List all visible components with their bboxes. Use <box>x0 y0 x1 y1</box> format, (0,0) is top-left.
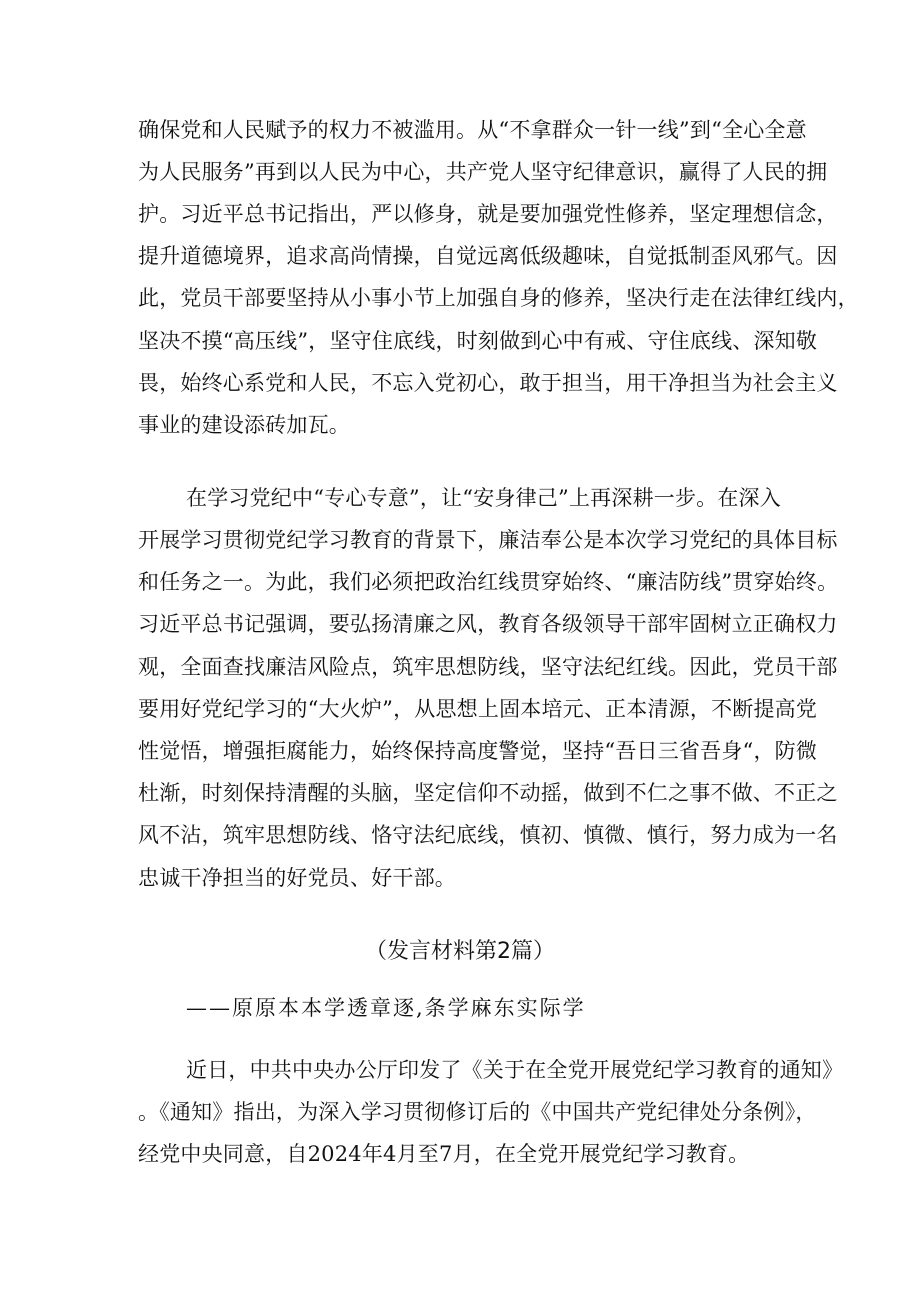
text-line: 开展学习贯彻党纪学习教育的背景下，廉洁奉公是本次学习党纪的具体目标 <box>138 528 838 552</box>
text-line: 性觉悟，增强拒腐能力，始终保持高度警觉，坚持“吾日三省吾身“，防微 <box>138 739 818 763</box>
section-title: （发言材料第2篇） <box>365 939 555 964</box>
text-line: 护。习近平总书记指出，严以修身，就是要加强党性修养，坚定理想信念， <box>138 202 838 226</box>
text-line: 坚决不摸“高压线”，坚守住底线，时刻做到心中有戒、守住底线、深知敬 <box>138 329 818 353</box>
text-line: 要用好党纪学习的“大火炉”，从思想上固本培元、正本清源，不断提高党 <box>138 697 818 721</box>
text-line: 经党中央同意，自2024年4月至7月，在全党开展党纪学习教育。 <box>138 1142 750 1166</box>
text-line: 畏，始终心系党和人民，不忘入党初心，敢于担当，用干净担当为社会主义 <box>138 371 838 395</box>
text-line: 此，党员干部要坚持从小事小节上加强自身的修养，坚决行走在法律红线内， <box>138 286 859 310</box>
text-line: 习近平总书记强调，要弘扬清廉之风，教育各级领导干部牢固树立正确权力 <box>138 612 838 636</box>
text-line: 观，全面查找廉洁风险点，筑牢思想防线，坚守法纪红线。因此，党员干部 <box>138 655 838 679</box>
text-line: 和任务之一。为此，我们必须把政治红线贯穿始终、“廉洁防线”贯穿始终。 <box>138 570 839 594</box>
section-subtitle: ——原原本本学透章逐,条学麻东实际学 <box>186 996 586 1020</box>
text-line: 。《通知》指出，为深入学习贯彻修订后的《中国共产党纪律处分条例》， <box>138 1100 817 1124</box>
text-line: 在学习党纪中“专心专意”，让“安身律己”上再深耕一步。在深入 <box>186 486 781 510</box>
text-line: 风不沾，筑牢思想防线、恪守法纪底线，慎初、慎微、慎行，努力成为一名 <box>138 823 838 847</box>
text-line: 事业的建设添砖加瓦。 <box>138 413 350 437</box>
text-line: 提升道德境界，追求高尚情操，自觉远离低级趣味，自觉抵制歪风邪气。因 <box>138 244 838 268</box>
text-line: 为人民服务”再到以人民为中心，共产党人坚守纪律意识，赢得了人民的拥 <box>138 160 828 184</box>
text-line: 忠诚干净担当的好党员、好干部。 <box>138 866 456 890</box>
text-line: 近日，中共中央办公厅印发了《关于在全党开展党纪学习教育的通知》 <box>186 1058 844 1082</box>
text-line: 杜渐，时刻保持清醒的头脑，坚定信仰不动摇，做到不仁之事不做、不正之 <box>138 781 838 805</box>
text-line: 确保党和人民赋予的权力不被滥用。从“不拿群众一针一线”到“全心全意 <box>138 118 807 142</box>
